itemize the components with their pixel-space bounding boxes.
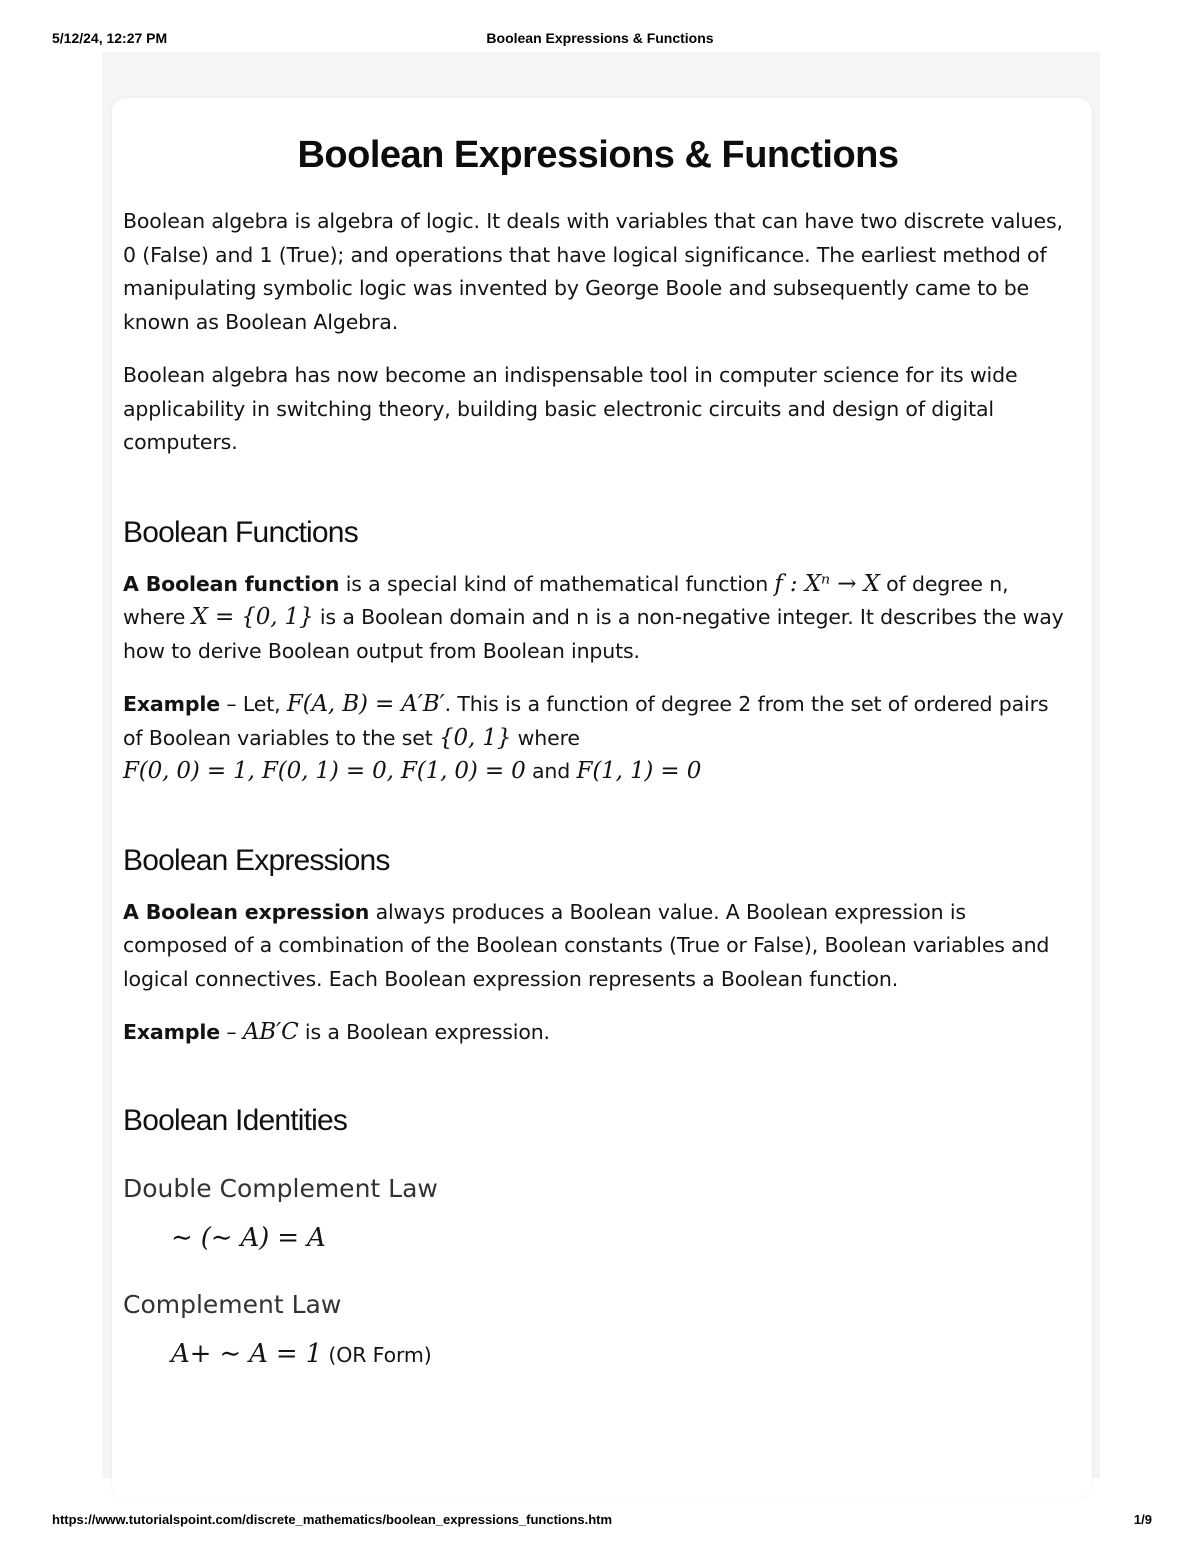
article-content [123,134,1073,1372]
print-url: https://www.tutorialspoint.com/discrete_mathematics/boolean_expressions_functions.htm [52,1512,613,1527]
boolean-expression-example: Example – AB′C is a Boolean expression. [123,1019,550,1045]
boolean-expression-definition: A Boolean expression always produces a Boolean value. A Boolean expression is composed of a combination of the Boolean constants (True or False), Boolean variables and logical connectives. Each Boolean expression represents a Boolean function. [123,899,1050,991]
print-page-number: 1/9 [1133,1512,1152,1527]
article-title: Boolean Expressions & Functions [297,134,899,176]
set-math: {0, 1} [439,724,512,751]
boolean-function-definition: A Boolean function is a special kind of mathematical function f : Xⁿ → X of degree n, where X = {0, 1} is a Boolean domain and n is a non-negative integer. It describes the way how to derive Boolean output from Boolean inputs. [123,570,1064,663]
function-value-last-math: F(1, 1) = 0 [576,758,702,784]
function-values-math: F(0, 0) = 1, F(0, 1) = 0, F(1, 0) = 0 [123,758,526,784]
boolean-expressions-heading: Boolean Expressions [123,843,390,877]
print-datetime: 5/12/24, 12:27 PM [52,30,168,46]
complement-law-heading: Complement Law [123,1289,342,1319]
example-label: Example [123,692,220,716]
boolean-domain-math: X = {0, 1} [191,604,314,630]
boolean-function-example: Example – Let, F(A, B) = A′B′. This is a function of degree 2 from the set of ordered pairs of Boolean variables to the set {0, 1} where F(0, 0) = 1, F(0, 1) = 0, F(1, 0) = 0 and F(1, 1) = 0 [123,691,1049,784]
print-footer [0,1508,1200,1538]
boolean-identities-heading: Boolean Identities [123,1103,348,1137]
or-form-note: (OR Form) [322,1342,432,1367]
function-signature-math: f : Xⁿ → X [774,570,880,597]
intro-paragraph-2: Boolean algebra has now become an indispensable tool in computer science for its wide applicability in switching theory, building basic electronic circuits and design of digital computers. [123,363,1018,454]
article-card [112,98,1092,1498]
expression-example-math: AB′C [242,1019,299,1045]
example-label: Example [123,1020,220,1044]
expression-term: A Boolean expression [123,899,370,924]
function-example-math: F(A, B) = A′B′ [286,691,445,717]
complement-law-formula: A+ ∼ A = 1 (OR Form) [171,1338,432,1369]
function-term: A Boolean function [123,571,340,596]
intro-paragraph-1: Boolean algebra is algebra of logic. It deals with variables that can have two discrete values, 0 (False) and 1 (True); and operations that have logical significance. The earliest method of manipulating symbolic logic was invented by George Boole and subsequently came to be known as Boolean Algebra. [123,209,1063,334]
print-page-title: Boolean Expressions & Functions [486,30,714,46]
double-complement-law-heading: Double Complement Law [123,1173,438,1203]
boolean-functions-heading: Boolean Functions [123,515,358,549]
double-complement-law-formula: ∼ (∼ A) = A [171,1222,326,1253]
page-background [102,52,1100,1478]
